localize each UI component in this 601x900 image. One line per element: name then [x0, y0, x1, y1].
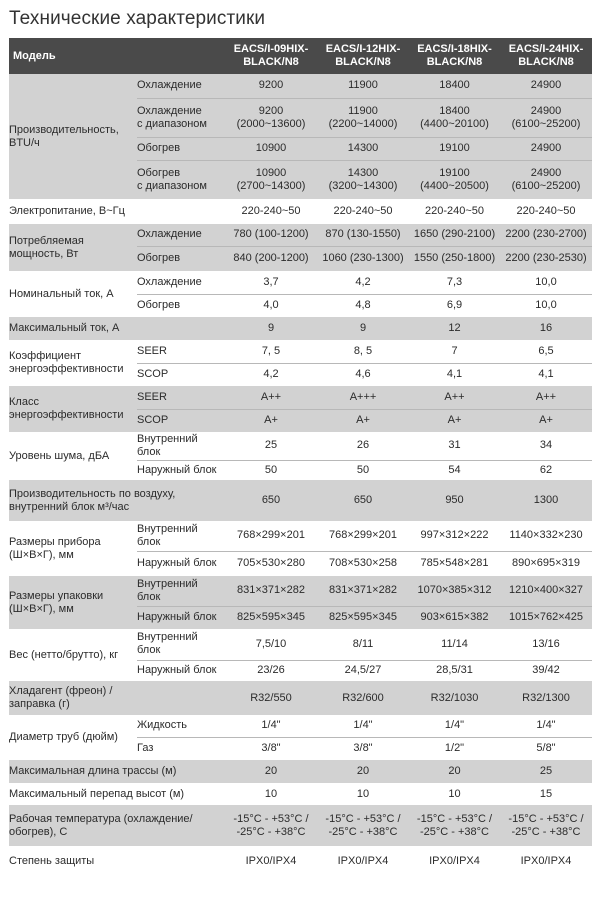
value-cell: 785×548×281	[409, 551, 500, 576]
value-cell: 18400	[409, 74, 500, 98]
value-cell: 14300 (3200~14300)	[317, 160, 409, 199]
value-cell: A++	[409, 386, 500, 409]
value-cell: 6,5	[500, 340, 592, 363]
sub-param: Обогрев	[137, 246, 225, 271]
table-row	[9, 432, 592, 460]
sub-param: Внутренний блок	[137, 576, 225, 606]
value-cell: 11/14	[409, 629, 500, 660]
value-cell: 950	[409, 480, 500, 521]
value-cell: 650	[317, 480, 409, 521]
value-cell: 1140×332×230	[500, 521, 592, 551]
param-name: Рабочая температура (охлаждение/ обогрев), С	[9, 805, 225, 846]
sub-param: Внутренний блок	[137, 432, 225, 460]
value-cell: 10900	[225, 137, 317, 160]
value-cell: 24900 (6100~25200)	[500, 160, 592, 199]
value-cell: A+	[225, 409, 317, 432]
value-cell: 890×695×319	[500, 551, 592, 576]
value-cell: 20	[225, 760, 317, 783]
table-row	[9, 317, 592, 340]
value-cell: 768×299×201	[317, 521, 409, 551]
value-cell: 4,1	[500, 363, 592, 386]
param-name: Степень защиты	[9, 846, 225, 877]
sub-param: Обогрев	[137, 294, 225, 317]
value-cell: R32/1030	[409, 681, 500, 715]
sub-param: Обогрев	[137, 137, 225, 160]
value-cell: 705×530×280	[225, 551, 317, 576]
sub-param: SEER	[137, 340, 225, 363]
value-cell: A++	[500, 386, 592, 409]
value-cell: A+	[317, 409, 409, 432]
value-cell: 25	[225, 432, 317, 460]
value-cell: 1060 (230-1300)	[317, 246, 409, 271]
param-name: Коэффициент энергоэффективности	[9, 340, 137, 386]
value-cell: IPX0/IPX4	[317, 846, 409, 877]
sub-param: Обогрев с диапазоном	[137, 160, 225, 199]
param-name: Максимальный ток, А	[9, 317, 225, 340]
table-row	[9, 74, 592, 98]
value-cell: 4,8	[317, 294, 409, 317]
value-cell: 8, 5	[317, 340, 409, 363]
table-row	[9, 681, 592, 715]
sub-param: SCOP	[137, 363, 225, 386]
value-cell: R32/1300	[500, 681, 592, 715]
value-cell: 831×371×282	[317, 576, 409, 606]
value-cell: 1300	[500, 480, 592, 521]
sub-param: Охлаждение	[137, 271, 225, 294]
value-cell: 11900	[317, 74, 409, 98]
model-header: EACS/I-09HIX- BLACK/N8	[225, 38, 317, 74]
table-row	[9, 629, 592, 660]
sub-param: Газ	[137, 737, 225, 760]
value-cell: 7, 5	[225, 340, 317, 363]
param-name: Максимальный перепад высот (м)	[9, 783, 225, 805]
value-cell: 870 (130-1550)	[317, 224, 409, 246]
value-cell: 20	[317, 760, 409, 783]
value-cell: 1650 (290-2100)	[409, 224, 500, 246]
value-cell: 3/8"	[317, 737, 409, 760]
value-cell: 10,0	[500, 271, 592, 294]
value-cell: -15°C - +53°C / -25°C - +38°C	[500, 805, 592, 846]
value-cell: 50	[317, 460, 409, 480]
table-header-row	[9, 38, 592, 74]
value-cell: 650	[225, 480, 317, 521]
value-cell: 62	[500, 460, 592, 480]
sub-param: SCOP	[137, 409, 225, 432]
value-cell: 11900 (2200~14000)	[317, 98, 409, 137]
value-cell: 9	[317, 317, 409, 340]
param-name: Производительность по воздуху, внутренний блок м³/час	[9, 480, 225, 521]
value-cell: 24900	[500, 137, 592, 160]
value-cell: 26	[317, 432, 409, 460]
value-cell: 4,2	[225, 363, 317, 386]
param-name: Потребляемая мощность, Вт	[9, 224, 137, 271]
value-cell: 1/4"	[317, 715, 409, 737]
param-name: Размеры упаковки (Ш×В×Г), мм	[9, 576, 137, 629]
value-cell: 1550 (250-1800)	[409, 246, 500, 271]
value-cell: 10	[317, 783, 409, 805]
table-row	[9, 576, 592, 606]
table-row	[9, 199, 592, 224]
sub-param: Охлаждение с диапазоном	[137, 98, 225, 137]
value-cell: 9200 (2000~13600)	[225, 98, 317, 137]
sub-param: Жидкость	[137, 715, 225, 737]
value-cell: 50	[225, 460, 317, 480]
param-name: Диаметр труб (дюйм)	[9, 715, 137, 760]
value-cell: 7,5/10	[225, 629, 317, 660]
value-cell: 1/4"	[500, 715, 592, 737]
param-name: Производительность, BTU/ч	[9, 74, 137, 199]
value-cell: IPX0/IPX4	[500, 846, 592, 877]
value-cell: 39/42	[500, 660, 592, 681]
value-cell: 9	[225, 317, 317, 340]
value-cell: IPX0/IPX4	[409, 846, 500, 877]
value-cell: R32/550	[225, 681, 317, 715]
table-row	[9, 805, 592, 846]
value-cell: 14300	[317, 137, 409, 160]
value-cell: 4,0	[225, 294, 317, 317]
table-row	[9, 521, 592, 551]
value-cell: 1/4"	[225, 715, 317, 737]
table-row	[9, 271, 592, 294]
value-cell: 5/8"	[500, 737, 592, 760]
value-cell: 825×595×345	[317, 606, 409, 629]
value-cell: R32/600	[317, 681, 409, 715]
value-cell: 6,9	[409, 294, 500, 317]
value-cell: 10900 (2700~14300)	[225, 160, 317, 199]
value-cell: 220-240~50	[225, 199, 317, 224]
param-name: Вес (нетто/брутто), кг	[9, 629, 137, 681]
sub-param: SEER	[137, 386, 225, 409]
spec-table	[9, 38, 592, 877]
param-name: Уровень шума, дБА	[9, 432, 137, 480]
value-cell: 12	[409, 317, 500, 340]
value-cell: 1/2"	[409, 737, 500, 760]
value-cell: 825×595×345	[225, 606, 317, 629]
value-cell: 4,1	[409, 363, 500, 386]
value-cell: 220-240~50	[500, 199, 592, 224]
value-cell: 24900	[500, 74, 592, 98]
page-title: Технические характеристики	[9, 8, 266, 29]
value-cell: 1015×762×425	[500, 606, 592, 629]
param-name: Хладагент (фреон) / заправка (г)	[9, 681, 225, 715]
sub-param: Наружный блок	[137, 551, 225, 576]
value-cell: A+	[409, 409, 500, 432]
sub-param: Наружный блок	[137, 660, 225, 681]
value-cell: 10	[409, 783, 500, 805]
table-row	[9, 480, 592, 521]
value-cell: -15°C - +53°C / -25°C - +38°C	[409, 805, 500, 846]
value-cell: 25	[500, 760, 592, 783]
value-cell: 28,5/31	[409, 660, 500, 681]
table-row	[9, 783, 592, 805]
table-row	[9, 340, 592, 363]
value-cell: A+	[500, 409, 592, 432]
value-cell: 54	[409, 460, 500, 480]
value-cell: 831×371×282	[225, 576, 317, 606]
value-cell: 10,0	[500, 294, 592, 317]
param-name: Размеры прибора (Ш×В×Г), мм	[9, 521, 137, 576]
value-cell: 20	[409, 760, 500, 783]
value-cell: 7,3	[409, 271, 500, 294]
value-cell: 3,7	[225, 271, 317, 294]
value-cell: 1/4"	[409, 715, 500, 737]
value-cell: 19100	[409, 137, 500, 160]
sub-param: Внутренний блок	[137, 521, 225, 551]
table-row	[9, 760, 592, 783]
table-row	[9, 715, 592, 737]
model-label: Модель	[9, 38, 225, 74]
value-cell: 903×615×382	[409, 606, 500, 629]
value-cell: 220-240~50	[409, 199, 500, 224]
value-cell: 31	[409, 432, 500, 460]
value-cell: 220-240~50	[317, 199, 409, 224]
param-name: Электропитание, В~Гц	[9, 199, 225, 224]
value-cell: 24900 (6100~25200)	[500, 98, 592, 137]
value-cell: 1070×385×312	[409, 576, 500, 606]
model-header: EACS/I-12HIX- BLACK/N8	[317, 38, 409, 74]
value-cell: 10	[225, 783, 317, 805]
value-cell: A++	[225, 386, 317, 409]
value-cell: 3/8"	[225, 737, 317, 760]
value-cell: 9200	[225, 74, 317, 98]
value-cell: 34	[500, 432, 592, 460]
value-cell: -15°C - +53°C / -25°C - +38°C	[225, 805, 317, 846]
sub-param: Охлаждение	[137, 74, 225, 98]
param-name: Класс энергоэффективности	[9, 386, 137, 432]
value-cell: 997×312×222	[409, 521, 500, 551]
sub-param: Охлаждение	[137, 224, 225, 246]
value-cell: 1210×400×327	[500, 576, 592, 606]
value-cell: -15°C - +53°C / -25°C - +38°C	[317, 805, 409, 846]
value-cell: 4,6	[317, 363, 409, 386]
value-cell: 2200 (230-2530)	[500, 246, 592, 271]
value-cell: 19100 (4400~20500)	[409, 160, 500, 199]
spec-body	[9, 74, 592, 877]
sub-param: Наружный блок	[137, 460, 225, 480]
sub-param: Наружный блок	[137, 606, 225, 629]
value-cell: 708×530×258	[317, 551, 409, 576]
value-cell: 13/16	[500, 629, 592, 660]
value-cell: 16	[500, 317, 592, 340]
value-cell: 7	[409, 340, 500, 363]
sub-param: Внутренний блок	[137, 629, 225, 660]
model-header: EACS/I-18HIX- BLACK/N8	[409, 38, 500, 74]
table-row	[9, 224, 592, 246]
param-name: Максимальная длина трассы (м)	[9, 760, 225, 783]
value-cell: 840 (200-1200)	[225, 246, 317, 271]
value-cell: 24,5/27	[317, 660, 409, 681]
value-cell: 23/26	[225, 660, 317, 681]
value-cell: 8/11	[317, 629, 409, 660]
value-cell: 780 (100-1200)	[225, 224, 317, 246]
value-cell: IPX0/IPX4	[225, 846, 317, 877]
table-row	[9, 386, 592, 409]
value-cell: 2200 (230-2700)	[500, 224, 592, 246]
param-name: Номинальный ток, А	[9, 271, 137, 317]
value-cell: 15	[500, 783, 592, 805]
value-cell: 4,2	[317, 271, 409, 294]
value-cell: 768×299×201	[225, 521, 317, 551]
value-cell: 18400 (4400~20100)	[409, 98, 500, 137]
model-header: EACS/I-24HIX- BLACK/N8	[500, 38, 592, 74]
table-row	[9, 846, 592, 877]
value-cell: A+++	[317, 386, 409, 409]
